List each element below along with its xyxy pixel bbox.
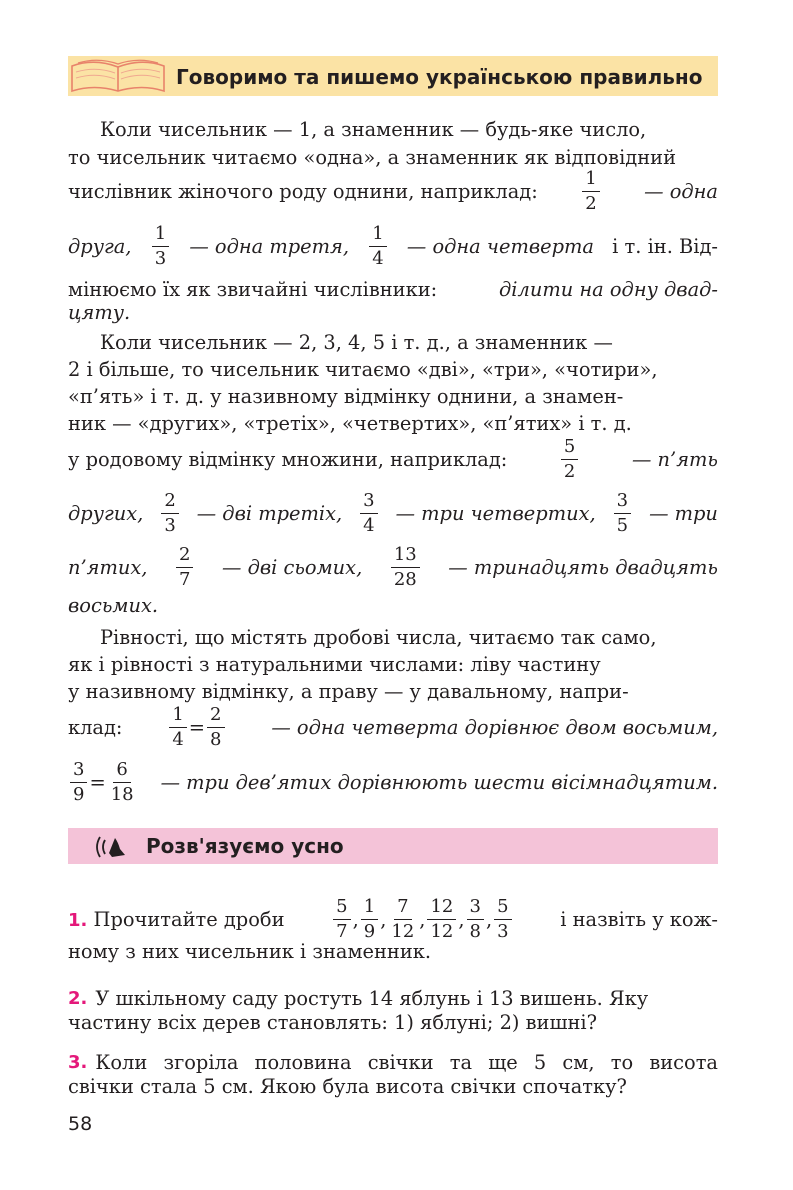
denominator: 9 [73,783,85,805]
numerator: 3 [360,490,377,514]
numerator: 6 [113,759,130,783]
fraction [207,704,224,751]
denominator: 3 [164,514,176,536]
fraction [360,490,377,537]
text-span: — дві сьомих, [222,555,363,579]
text-span: — одна третя, [189,234,350,258]
denominator: 2 [563,460,576,482]
text-line [68,1075,718,1105]
numerator: 5 [561,436,578,460]
exercise-text [68,908,285,931]
text-span: ділити на одну двад- [499,277,718,301]
denominator: 4 [372,247,384,269]
fraction [169,704,186,751]
denominator: 7 [336,920,348,942]
text-span: — тринадцять двадцять [448,555,718,579]
text-span: «п’ять» і т. д. у називному відмінку однини, а знамен- [68,384,624,408]
text-span: і т. ін. Від- [612,234,718,258]
numerator: 2 [161,490,178,514]
denominator: 5 [616,514,629,536]
numerator: 1 [152,223,169,247]
comma: , [419,907,426,931]
text-line [68,983,718,1013]
denominator: 28 [393,568,417,590]
text-line [68,758,718,805]
text-line [68,274,718,304]
text-span: ному з них чисельник і знаменник. [68,940,432,963]
numerator: 3 [614,490,631,514]
text-line [68,167,718,214]
denominator: 4 [363,514,375,536]
denominator: 7 [179,568,191,590]
text-line [68,703,718,750]
text-span: — дві третіх, [196,501,343,525]
text-span: цяту. [68,301,131,324]
text-line [68,676,718,706]
numerator: 3 [70,759,87,783]
denominator: 3 [497,920,509,942]
text-span: Прочитайте дроби [93,907,285,931]
equation [167,704,226,751]
section-title: Розв'язуємо усно [146,834,344,858]
fraction [427,896,456,943]
denominator: 2 [585,192,597,214]
text-span: мінюємо їх як звичайні числівники: [68,277,438,301]
text-span: — одна четверта [406,234,594,258]
numerator: 5 [494,896,511,920]
comma: , [380,907,387,931]
text-line [68,222,718,269]
exercise-number: 1. [68,909,88,931]
section-title: Говоримо та пишемо українською правильно [176,65,703,89]
text-span: — три дев’ятих дорівнюють шести вісімнадцятим. [160,770,718,794]
denominator: 3 [154,247,167,269]
open-book-icon [68,58,168,94]
text-line [68,381,718,411]
text-span: восьмих. [68,594,159,617]
numerator: 1 [361,896,378,920]
numerator: 12 [427,896,456,920]
fraction [388,896,417,943]
denominator: 8 [469,920,481,942]
text-span: — одна [644,179,718,203]
text-line [68,543,718,590]
text-span: других, [68,501,144,525]
fraction [70,759,87,806]
numerator: 1 [582,168,599,192]
text-span: п’ятих, [68,555,148,579]
text-span: свічки стала 5 см. Якою була висота свічки спочатку? [68,1075,627,1098]
exercise-number: 2. [68,987,88,1009]
text-span: Коли згоріла половина свічки та ще 5 см, то висота [95,1050,718,1074]
comma: , [352,907,359,931]
text-span: ник — «других», «третіх», «четвертих», «п’ятих» і т. д. [68,411,632,435]
text-span: частину всіх дерев становлять: 1) яблуні; 2) вишні? [68,1011,598,1034]
speaker-icon [92,833,126,861]
text-line [68,1011,718,1041]
equals-sign: = [188,715,206,739]
text-span: — п’ять [631,447,718,471]
equals-sign: = [89,770,106,794]
text-span: 2 і більше, то чисельник читаємо «дві», «три», «чотири», [68,357,658,381]
fraction [152,223,169,270]
section-header-grammar [68,56,718,96]
text-line [68,594,718,624]
text-line [68,622,718,652]
fraction [494,896,511,943]
comma: , [458,907,465,931]
text-span: і назвіть у кож- [560,907,718,931]
denominator: 18 [110,783,134,805]
text-span: як і рівності з натуральними числами: ліву частину [68,652,601,676]
text-span: друга, [68,234,132,258]
numerator: 3 [467,896,484,920]
fraction [361,896,378,943]
numerator: 1 [169,704,186,728]
text-span: то чисельник читаємо «одна», а знаменник як відповідний [68,145,677,169]
fraction [369,223,386,270]
exercise-number: 3. [68,1051,88,1073]
text-span: числівник жіночого роду однини, наприклад: [68,179,538,203]
numerator: 1 [369,223,386,247]
text-line [68,649,718,679]
fraction [582,168,599,215]
text-span: Коли чисельник — 1, а знаменник — будь-яке число, [100,117,647,141]
fraction [108,759,137,806]
equation [68,759,139,806]
fraction [176,544,193,591]
text-span: у називному відмінку, а праву — у давальному, напри- [68,679,629,703]
text-line [68,408,718,438]
text-line [68,327,718,357]
fraction [561,436,578,483]
numerator: 2 [207,704,224,728]
text-span: у родовому відмінку множини, наприклад: [68,447,508,471]
text-span: — одна четверта дорівнює двом восьмим, [271,715,718,739]
fraction [161,490,178,537]
denominator: 8 [210,728,222,750]
text-line [68,354,718,384]
text-line [68,142,718,172]
text-line [68,1047,718,1077]
text-span: — три четвертих, [395,501,596,525]
text-line [68,940,718,970]
fraction [391,544,420,591]
text-line [68,114,718,144]
denominator: 9 [363,920,376,942]
numerator: 2 [176,544,193,568]
text-span: Коли чисельник — 2, 3, 4, 5 і т. д., а знаменник — [100,330,613,354]
text-line [68,489,718,536]
text-span: Рівності, що містять дробові числа, читаємо так само, [100,625,657,649]
numerator: 7 [394,896,411,920]
text-line [68,891,718,947]
fraction [614,490,631,537]
page-number: 58 [68,1113,93,1135]
numerator: 13 [391,544,420,568]
text-span: — три [649,501,718,525]
numerator: 5 [333,896,350,920]
fraction [333,896,350,943]
text-span: клад: [68,715,123,739]
fraction-list [331,896,513,943]
denominator: 4 [172,728,184,750]
denominator: 12 [391,920,415,942]
text-line [68,435,718,482]
denominator: 12 [430,920,454,942]
comma: , [485,907,493,931]
section-header-oral [68,828,718,864]
text-span: У шкільному саду ростуть 14 яблунь і 13 вишень. Яку [95,986,649,1010]
fraction [467,896,484,943]
